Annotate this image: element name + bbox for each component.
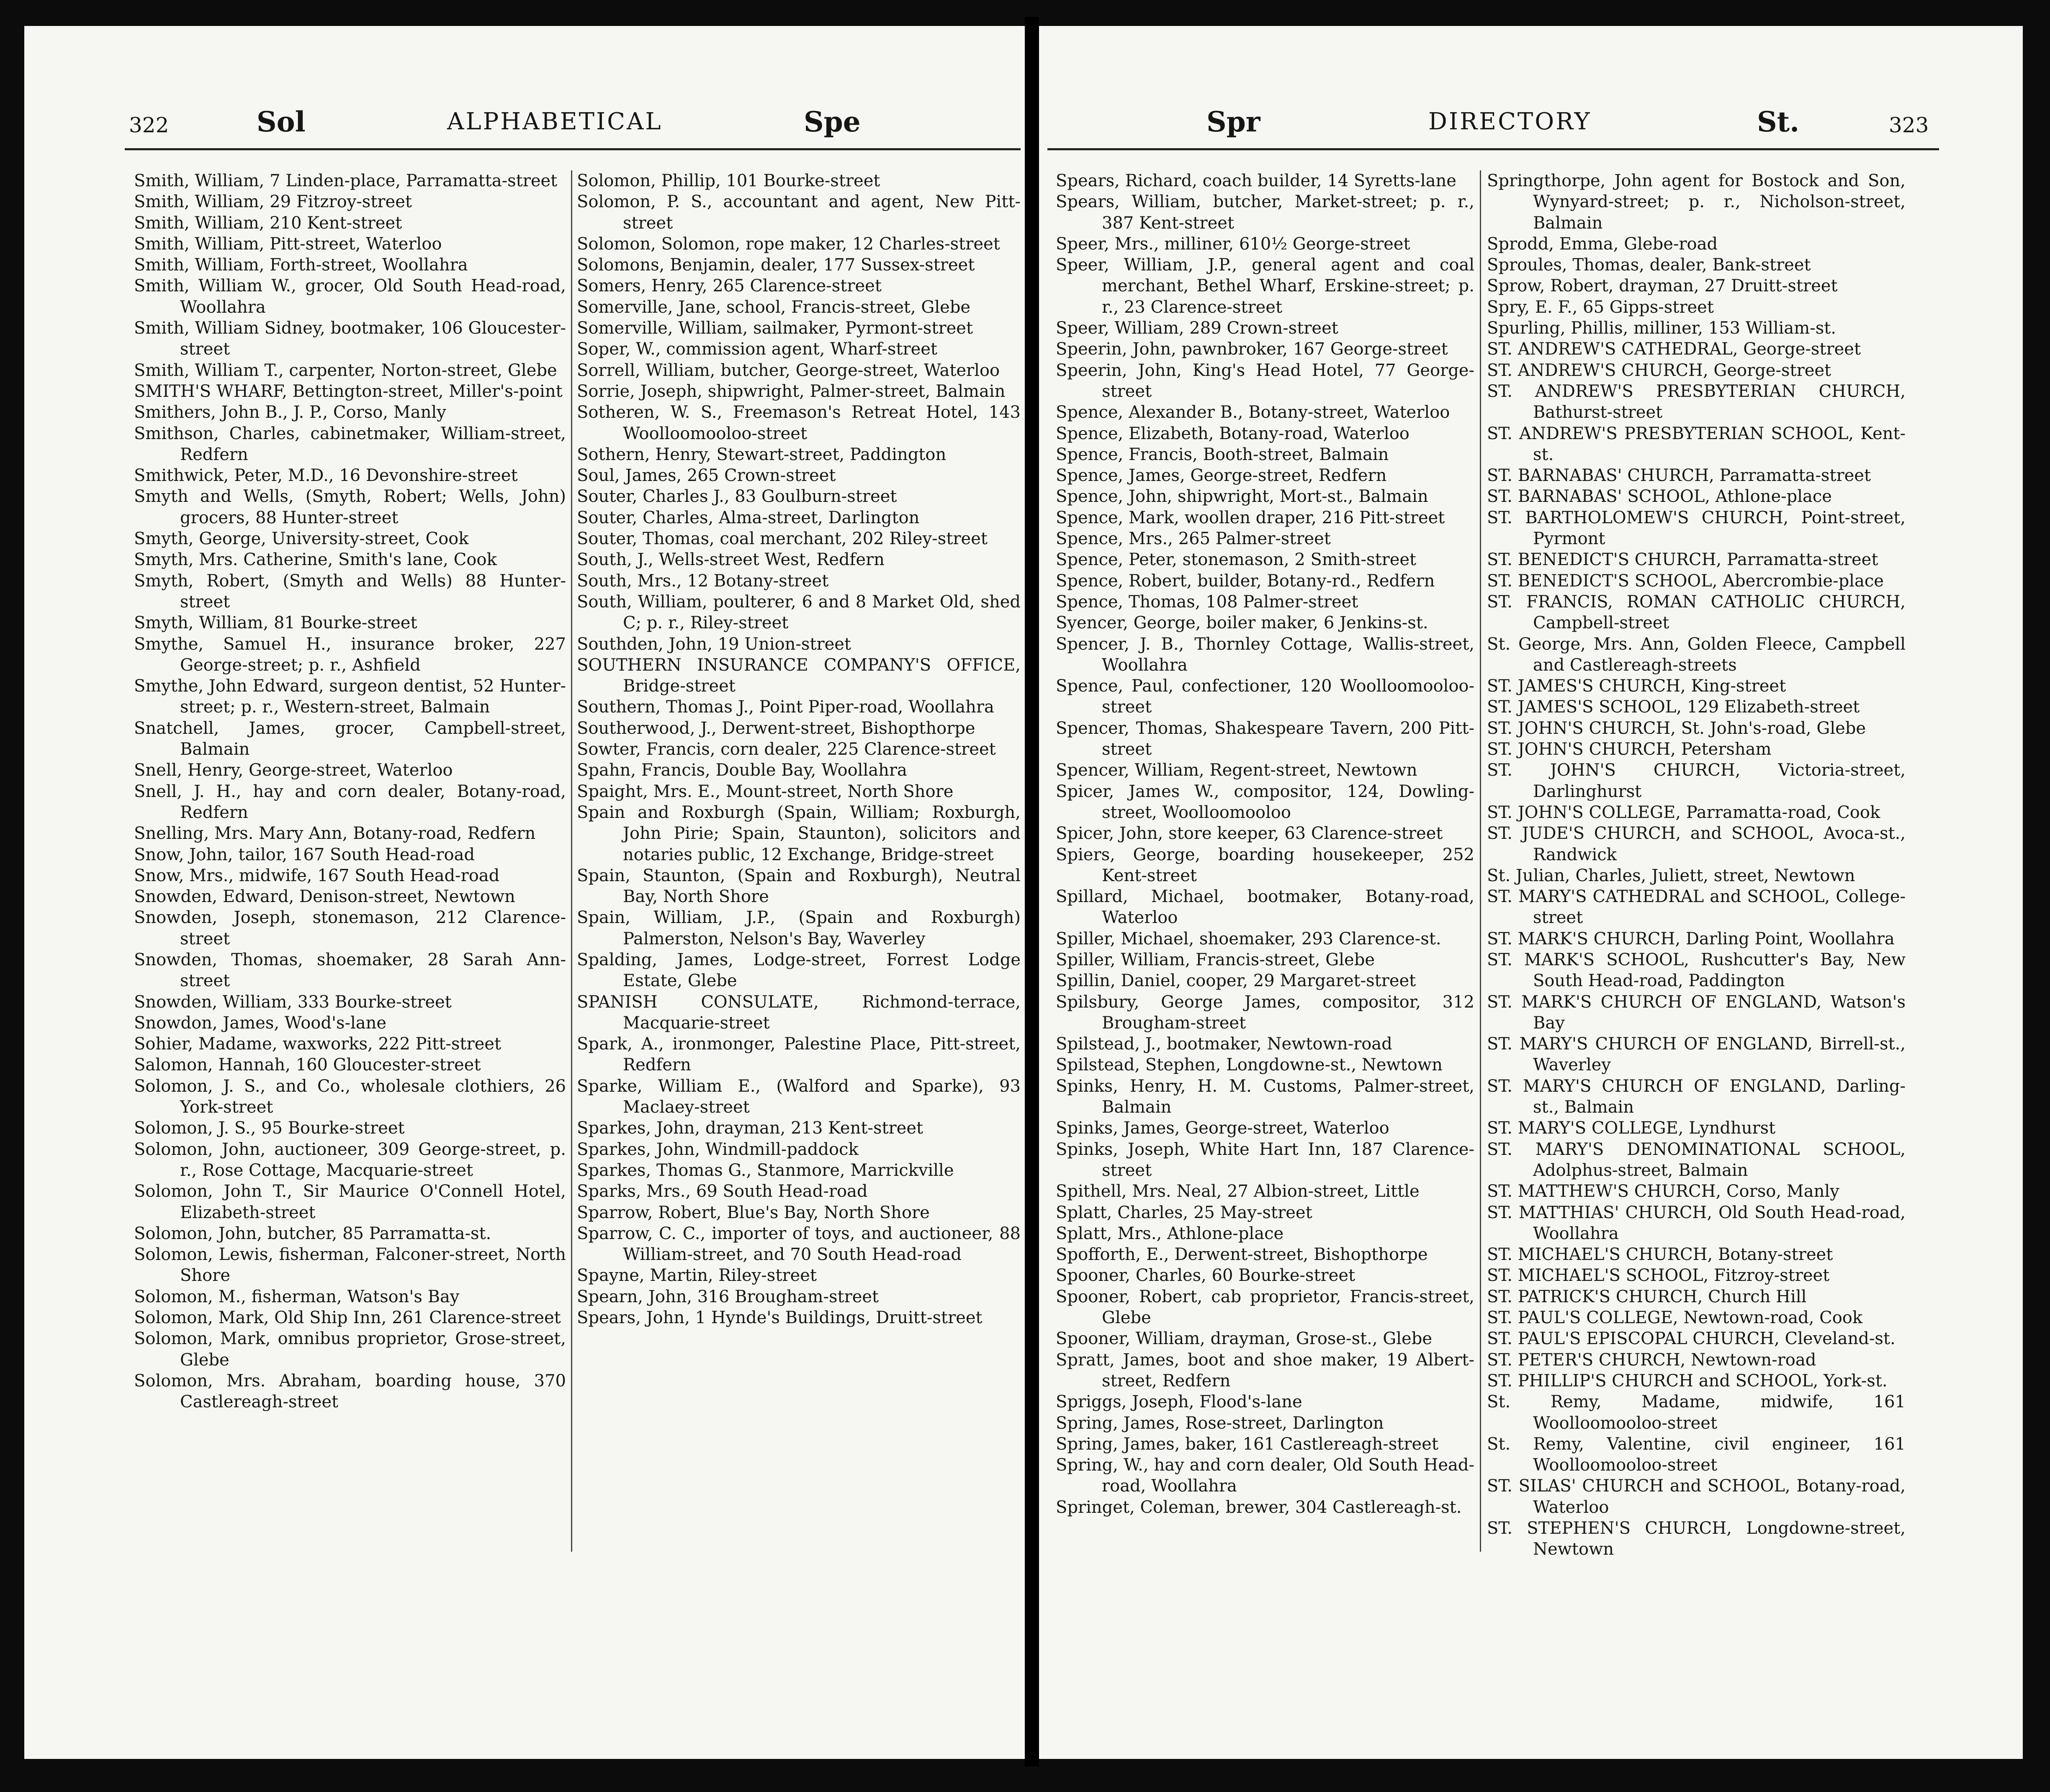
directory-entry: ST. BENEDICT'S CHURCH, Parramatta-street [1487,550,1878,570]
directory-entry: ST. PAUL'S COLLEGE, Newtown-road, Cook [1487,1308,1863,1328]
directory-entry: Smythe, John Edward, surgeon dentist, 52 Hunter-street; p. r., Western-street, Balmain [134,676,566,717]
directory-entry: ST. JOHN'S CHURCH, Victoria-street, Darlinghurst [1487,761,1906,801]
directory-entry: ST. BARTHOLOMEW'S CHURCH, Point-street, Pyrmont [1487,508,1906,549]
directory-entry: Solomon, P. S., accountant and agent, New Pitt-street [577,192,1021,233]
directory-entry: Spark, A., ironmonger, Palestine Place, Pitt-street, Redfern [577,1034,1021,1075]
directory-entry: Spears, Richard, coach builder, 14 Syretts-lane [1056,171,1456,190]
directory-entry: SPANISH CONSULATE, Richmond-terrace, Macquarie-street [577,992,1021,1033]
directory-entry: Smith, William W., grocer, Old South Head-road, Woollahra [134,276,566,317]
directory-entry: Spinks, James, George-street, Waterloo [1056,1118,1389,1138]
directory-entry: Solomon, J. S., 95 Bourke-street [134,1118,405,1138]
directory-entry: Spears, John, 1 Hynde's Buildings, Druitt-street [577,1308,983,1328]
directory-entry: Snow, Mrs., midwife, 167 South Head-road [134,866,500,885]
directory-entry: Sohier, Madame, waxworks, 222 Pitt-street [134,1034,502,1054]
directory-entry: Soper, W., commission agent, Wharf-street [577,339,937,359]
directory-entry: Spiller, Michael, shoemaker, 293 Clarence-st. [1056,929,1441,949]
page-number: 323 [1889,113,1929,137]
directory-entry: Southden, John, 19 Union-street [577,634,851,654]
directory-entry: Sorrie, Joseph, shipwright, Palmer-street, Balmain [577,381,1006,401]
directory-entry: Sowter, Francis, corn dealer, 225 Clarence-street [577,740,996,759]
directory-entry: Spinks, Henry, H. M. Customs, Palmer-street, Balmain [1056,1076,1474,1117]
directory-entry: Solomon, Mark, Old Ship Inn, 261 Clarence-street [134,1308,561,1328]
directory-entry: ST. ANDREW'S PRESBYTERIAN SCHOOL, Kent-st. [1487,424,1906,464]
directory-entry: ST. JOHN'S CHURCH, Petersham [1487,740,1772,759]
directory-entry: ST. MARY'S COLLEGE, Lyndhurst [1487,1118,1776,1138]
directory-entry: Splatt, Charles, 25 May-street [1056,1203,1312,1222]
directory-entry: ST. JAMES'S SCHOOL, 129 Elizabeth-street [1487,697,1860,717]
directory-entry: Spence, Paul, confectioner, 120 Woolloomooloo-street [1056,676,1474,717]
directory-entry: Somers, Henry, 265 Clarence-street [577,276,882,296]
header-rule [125,148,1021,150]
directory-entry: Spithell, Mrs. Neal, 27 Albion-street, Little [1056,1182,1420,1201]
directory-entry: ST. PAUL'S EPISCOPAL CHURCH, Cleveland-st. [1487,1329,1896,1349]
directory-entry: Spence, Peter, stonemason, 2 Smith-street [1056,550,1417,570]
directory-entry: Speer, William, J.P., general agent and coal merchant, Bethel Wharf, Erskine-street; p. r., 23 Clarence-street [1056,255,1474,317]
directory-entry: Smith, William Sidney, bootmaker, 106 Gloucester-street [134,319,566,359]
running-title: DIRECTORY [1428,108,1592,135]
guide-word-right: Spe [804,105,861,138]
directory-entry: ST. JAMES'S CHURCH, King-street [1487,676,1786,696]
directory-entry: Snowden, Thomas, shoemaker, 28 Sarah Ann-street [134,950,566,991]
directory-entry: Sorrell, William, butcher, George-street, Waterloo [577,360,1000,380]
directory-entry: Somerville, Jane, school, Francis-street, Glebe [577,297,971,317]
directory-entry: Smythe, Samuel H., insurance broker, 227 George-street; p. r., Ashfield [134,634,566,675]
directory-entry: Spiers, George, boarding housekeeper, 252 Kent-street [1056,845,1474,885]
directory-entry: ST. PATRICK'S CHURCH, Church Hill [1487,1287,1807,1306]
directory-entry: ST. MARY'S DENOMINATIONAL SCHOOL, Adolphus-street, Balmain [1487,1139,1906,1180]
right-page [1039,26,2023,1759]
directory-entry: Snatchell, James, grocer, Campbell-street, Balmain [134,718,566,759]
directory-entry: Spring, James, Rose-street, Darlington [1056,1413,1384,1433]
directory-entry: Spry, E. F., 65 Gipps-street [1487,297,1714,317]
directory-entry: Solomon, Mrs. Abraham, boarding house, 370 Castlereagh-street [134,1371,566,1412]
directory-entry: Snelling, Mrs. Mary Ann, Botany-road, Redfern [134,824,536,843]
directory-entry: Springthorpe, John agent for Bostock and Son, Wynyard-street; p. r., Nicholson-street, Balmain [1487,171,1906,233]
directory-entry: Sparks, Mrs., 69 South Head-road [577,1182,868,1201]
directory-entry: St. Remy, Madame, midwife, 161 Woolloomooloo-street [1487,1392,1906,1433]
directory-entry: Spain, Staunton, (Spain and Roxburgh), Neutral Bay, North Shore [577,866,1021,907]
right-column-2 [1487,170,1906,1560]
directory-entry: Smithwick, Peter, M.D., 16 Devonshire-street [134,466,518,486]
directory-entry: Speerin, John, King's Head Hotel, 77 George-street [1056,360,1474,401]
directory-entry: Sparkes, John, Windmill-paddock [577,1139,859,1159]
directory-entry: ST. JOHN'S CHURCH, St. John's-road, Glebe [1487,718,1866,738]
directory-entry: ST. JOHN'S COLLEGE, Parramatta-road, Cook [1487,802,1880,822]
guide-word-left: Spr [1206,105,1260,138]
directory-entry: Solomon, J. S., and Co., wholesale clothiers, 26 York-street [134,1076,566,1117]
directory-entry: South, J., Wells-street West, Redfern [577,550,885,570]
directory-entry: South, William, poulterer, 6 and 8 Market Old, shed C; p. r., Riley-street [577,592,1021,633]
directory-entry: Snowden, Edward, Denison-street, Newtown [134,887,515,907]
directory-entry: Solomon, Lewis, fisherman, Falconer-street, North Shore [134,1245,566,1286]
directory-entry: Sparkes, John, drayman, 213 Kent-street [577,1118,923,1138]
header-rule [1047,148,1939,150]
directory-entry: ST. MARK'S SCHOOL, Rushcutter's Bay, New South Head-road, Paddington [1487,950,1906,991]
directory-entry: Smyth, Robert, (Smyth and Wells) 88 Hunter-street [134,571,566,612]
directory-entry: Spillin, Daniel, cooper, 29 Margaret-street [1056,971,1416,991]
directory-entry: Spaight, Mrs. E., Mount-street, North Shore [577,782,954,801]
directory-entry: Snell, Henry, George-street, Waterloo [134,761,453,780]
directory-entry: Smith, William, Pitt-street, Waterloo [134,234,442,254]
directory-entry: Spence, James, George-street, Redfern [1056,466,1387,486]
directory-entry: SMITH'S WHARF, Bettington-street, Miller's-point [134,381,563,401]
directory-entry: Spiller, William, Francis-street, Glebe [1056,950,1375,969]
directory-entry: Sparkes, Thomas G., Stanmore, Marrickville [577,1160,954,1180]
directory-entry: Speer, Mrs., milliner, 610½ George-street [1056,234,1410,254]
directory-entry: Spilstead, J., bootmaker, Newtown-road [1056,1034,1392,1054]
directory-entry: Southerwood, J., Derwent-street, Bishopthorpe [577,718,975,738]
directory-entry: Smyth, George, University-street, Cook [134,529,469,549]
left-column-2 [577,170,1021,1328]
directory-entry: Spring, James, baker, 161 Castlereagh-street [1056,1434,1438,1454]
directory-entry: Smithson, Charles, cabinetmaker, William-street, Redfern [134,424,566,464]
directory-entry: ST. MATTHIAS' CHURCH, Old South Head-road, Woollahra [1487,1203,1906,1243]
directory-entry: Solomons, Benjamin, dealer, 177 Sussex-street [577,255,975,275]
directory-entry: Spence, Alexander B., Botany-street, Waterloo [1056,403,1450,422]
directory-entry: Snowden, Joseph, stonemason, 212 Clarence-street [134,908,566,949]
guide-word-left: Sol [257,105,306,138]
directory-entry: Somerville, William, sailmaker, Pyrmont-street [577,319,973,338]
directory-entry: Spencer, J. B., Thornley Cottage, Wallis-street, Woollahra [1056,634,1474,675]
directory-entry: ST. MARK'S CHURCH OF ENGLAND, Watson's Bay [1487,992,1906,1033]
directory-entry: Sparrow, C. C., importer of toys, and auctioneer, 88 William-street, and 70 South Head-road [577,1224,1021,1265]
directory-entry: Spooner, William, drayman, Grose-st., Glebe [1056,1329,1433,1349]
guide-word-right: St. [1757,105,1800,138]
directory-entry: ST. STEPHEN'S CHURCH, Longdowne-street, Newtown [1487,1519,1906,1559]
directory-entry: ST. MICHAEL'S CHURCH, Botany-street [1487,1245,1833,1265]
directory-entry: Sparke, William E., (Walford and Sparke), 93 Maclaey-street [577,1076,1021,1117]
directory-entry: ST. MICHAEL'S SCHOOL, Fitzroy-street [1487,1266,1830,1286]
directory-entry: ST. SILAS' CHURCH and SCHOOL, Botany-road, Waterloo [1487,1476,1906,1517]
directory-entry: Sprow, Robert, drayman, 27 Druitt-street [1487,276,1838,296]
directory-entry: Sparrow, Robert, Blue's Bay, North Shore [577,1203,930,1222]
directory-entry: ST. FRANCIS, ROMAN CATHOLIC CHURCH, Campbell-street [1487,592,1906,633]
directory-entry: Smith, William T., carpenter, Norton-street, Glebe [134,360,557,380]
directory-entry: St. Remy, Valentine, civil engineer, 161 Woolloomooloo-street [1487,1434,1906,1475]
directory-entry: ST. ANDREW'S CATHEDRAL, George-street [1487,339,1861,359]
directory-entry: Smyth, Mrs. Catherine, Smith's lane, Cook [134,550,497,570]
directory-entry: Splatt, Mrs., Athlone-place [1056,1224,1284,1243]
directory-entry: ST. PHILLIP'S CHURCH and SCHOOL, York-st. [1487,1371,1888,1391]
directory-entry: Spain, William, J.P., (Spain and Roxburgh) Palmerston, Nelson's Bay, Waverley [577,908,1021,949]
directory-entry: Spriggs, Joseph, Flood's-lane [1056,1392,1302,1412]
directory-entry: Spring, W., hay and corn dealer, Old South Head-road, Woollahra [1056,1455,1474,1496]
directory-entry: ST. BARNABAS' CHURCH, Parramatta-street [1487,466,1871,486]
left-page [24,26,1025,1759]
directory-entry: Spayne, Martin, Riley-street [577,1266,817,1286]
directory-entry: Smyth, William, 81 Bourke-street [134,613,417,633]
directory-entry: Spence, Thomas, 108 Palmer-street [1056,592,1358,612]
directory-entry: Solomon, Solomon, rope maker, 12 Charles-street [577,234,1000,254]
directory-entry: ST. MARY'S CHURCH OF ENGLAND, Birrell-st., Waverley [1487,1034,1906,1075]
directory-entry: Springet, Coleman, brewer, 304 Castlereagh-st. [1056,1497,1462,1517]
directory-entry: Spain and Roxburgh (Spain, William; Roxburgh, John Pirie; Spain, Staunton), solicitors and notaries public, 12 Exchange, Bridge-street [577,802,1021,864]
directory-entry: St. Julian, Charles, Juliett, street, Newtown [1487,866,1855,885]
directory-entry: Spence, Francis, Booth-street, Balmain [1056,445,1389,464]
directory-entry: Spearn, John, 316 Brougham-street [577,1287,879,1306]
directory-entry: ST. JUDE'S CHURCH, and SCHOOL, Avoca-st., Randwick [1487,824,1906,864]
directory-entry: Spence, Robert, builder, Botany-rd., Redfern [1056,571,1435,591]
directory-entry: Spicer, James W., compositor, 124, Dowling-street, Woolloomooloo [1056,782,1474,822]
directory-entry: ST. MATTHEW'S CHURCH, Corso, Manly [1487,1182,1839,1201]
directory-entry: Spence, Mrs., 265 Palmer-street [1056,529,1331,549]
directory-entry: Spillard, Michael, bootmaker, Botany-road, Waterloo [1056,887,1474,928]
directory-entry: Southern, Thomas J., Point Piper-road, Woollahra [577,697,994,717]
directory-entry: Sprodd, Emma, Glebe-road [1487,234,1718,254]
directory-entry: Spencer, Thomas, Shakespeare Tavern, 200 Pitt-street [1056,718,1474,759]
directory-entry: Snow, John, tailor, 167 South Head-road [134,845,475,864]
directory-entry: Solomon, Phillip, 101 Bourke-street [577,171,880,190]
left-column-1 [134,170,566,1413]
directory-entry: Salomon, Hannah, 160 Gloucester-street [134,1055,481,1075]
book-gutter [1025,17,1039,1766]
directory-entry: Spencer, William, Regent-street, Newtown [1056,761,1417,780]
page-number: 322 [129,113,169,137]
directory-entry: SOUTHERN INSURANCE COMPANY'S OFFICE, Bridge-street [577,655,1021,696]
directory-entry: Souter, Charles J., 83 Goulburn-street [577,487,897,506]
directory-entry: Smith, William, 210 Kent-street [134,213,402,233]
directory-entry: St. George, Mrs. Ann, Golden Fleece, Campbell and Castlereagh-streets [1487,634,1906,675]
directory-entry: ST. BARNABAS' SCHOOL, Athlone-place [1487,487,1832,506]
directory-entry: Spears, William, butcher, Market-street; p. r., 387 Kent-street [1056,192,1474,233]
directory-entry: Solomon, John, auctioneer, 309 George-street, p. r., Rose Cottage, Macquarie-street [134,1139,566,1180]
directory-entry: Spence, John, shipwright, Mort-st., Balmain [1056,487,1428,506]
directory-entry: Soul, James, 265 Crown-street [577,466,836,486]
directory-entry: ST. ANDREW'S CHURCH, George-street [1487,360,1831,380]
directory-entry: Spratt, James, boot and shoe maker, 19 Albert-street, Redfern [1056,1350,1474,1391]
directory-entry: Speer, William, 289 Crown-street [1056,319,1338,338]
directory-entry: Spofforth, E., Derwent-street, Bishopthorpe [1056,1245,1428,1265]
directory-entry: Sotheren, W. S., Freemason's Retreat Hotel, 143 Woolloomooloo-street [577,403,1021,443]
directory-entry: Solomon, John T., Sir Maurice O'Connell Hotel, Elizabeth-street [134,1182,566,1222]
column-divider [571,170,572,1552]
directory-entry: Spooner, Robert, cab proprietor, Francis-street, Glebe [1056,1287,1474,1328]
directory-entry: Snowdon, James, Wood's-lane [134,1013,387,1033]
directory-entry: Syencer, George, boiler maker, 6 Jenkins-st. [1056,613,1428,633]
running-title: ALPHABETICAL [447,108,663,135]
directory-entry: ST. BENEDICT'S SCHOOL, Abercrombie-place [1487,571,1884,591]
directory-entry: Smith, William, Forth-street, Woollahra [134,255,468,275]
directory-entry: Speerin, John, pawnbroker, 167 George-street [1056,339,1448,359]
directory-entry: ST. MARK'S CHURCH, Darling Point, Woollahra [1487,929,1895,949]
directory-entry: Sproules, Thomas, dealer, Bank-street [1487,255,1811,275]
directory-entry: Spicer, John, store keeper, 63 Clarence-street [1056,824,1443,843]
directory-entry: South, Mrs., 12 Botany-street [577,571,829,591]
directory-entry: Spence, Mark, woollen draper, 216 Pitt-street [1056,508,1445,527]
right-column-1 [1056,170,1474,1518]
directory-entry: Sothern, Henry, Stewart-street, Paddington [577,445,947,464]
directory-entry: Souter, Charles, Alma-street, Darlington [577,508,920,527]
directory-entry: Solomon, M., fisherman, Watson's Bay [134,1287,460,1306]
directory-entry: Solomon, Mark, omnibus proprietor, Grose-street, Glebe [134,1329,566,1370]
directory-entry: Smith, William, 7 Linden-place, Parramatta-street [134,171,558,190]
directory-entry: ST. ANDREW'S PRESBYTERIAN CHURCH, Bathurst-street [1487,381,1906,422]
directory-entry: Snowden, William, 333 Bourke-street [134,992,452,1012]
directory-entry: Spilstead, Stephen, Longdowne-st., Newtown [1056,1055,1443,1075]
directory-entry: Spalding, James, Lodge-street, Forrest Lodge Estate, Glebe [577,950,1021,991]
directory-entry: Spooner, Charles, 60 Bourke-street [1056,1266,1356,1286]
directory-entry: Spurling, Phillis, milliner, 153 William-st. [1487,319,1837,338]
directory-entry: Spence, Elizabeth, Botany-road, Waterloo [1056,424,1410,443]
directory-entry: Smith, William, 29 Fitzroy-street [134,192,412,212]
directory-entry: Spilsbury, George James, compositor, 312 Brougham-street [1056,992,1474,1033]
directory-entry: Spahn, Francis, Double Bay, Woollahra [577,761,907,780]
directory-entry: ST. PETER'S CHURCH, Newtown-road [1487,1350,1816,1370]
directory-entry: Souter, Thomas, coal merchant, 202 Riley-street [577,529,988,549]
column-divider [1480,170,1481,1552]
directory-entry: ST. MARY'S CATHEDRAL and SCHOOL, College-street [1487,887,1906,928]
directory-entry: Snell, J. H., hay and corn dealer, Botany-road, Redfern [134,782,566,822]
directory-entry: Smithers, John B., J. P., Corso, Manly [134,403,446,422]
directory-entry: Solomon, John, butcher, 85 Parramatta-st. [134,1224,491,1243]
directory-entry: Smyth and Wells, (Smyth, Robert; Wells, John) grocers, 88 Hunter-street [134,487,566,527]
directory-entry: ST. MARY'S CHURCH OF ENGLAND, Darling-st., Balmain [1487,1076,1906,1117]
directory-entry: Spinks, Joseph, White Hart Inn, 187 Clarence-street [1056,1139,1474,1180]
